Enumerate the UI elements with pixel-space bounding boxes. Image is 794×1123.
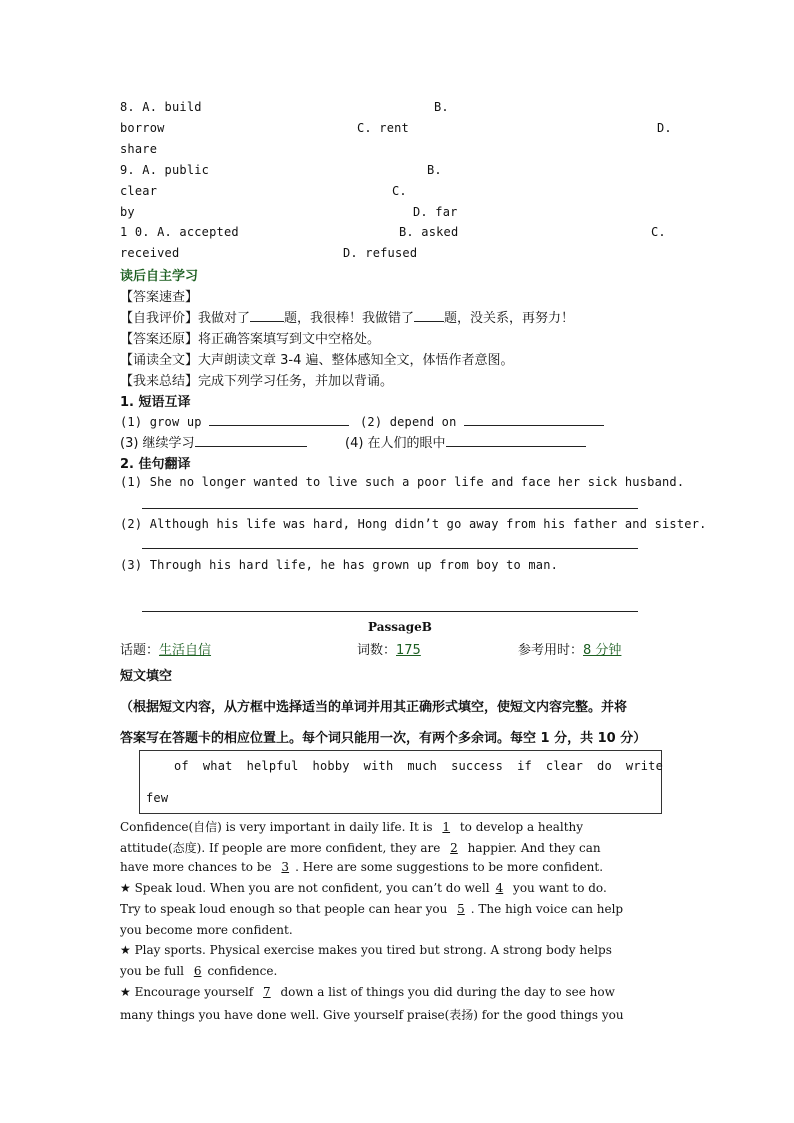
q9-option-a: 9. A. public: [120, 163, 210, 177]
sentence-1: (1) She no longer wanted to live such a poor life and face her sick husband.: [120, 475, 685, 489]
q9-option-b-word: clear: [120, 184, 158, 198]
word-bank-word: do: [597, 759, 612, 773]
passage-line-1: [120, 818, 583, 835]
section-title: 短文填空: [120, 669, 173, 684]
study-recite: 【诵读全文】大声朗读文章 3-4 遍、整体感知全文，体悟作者意图。: [120, 353, 514, 368]
q8-option-c: C. rent: [357, 121, 409, 135]
phrase-3-blank[interactable]: [195, 434, 307, 447]
phrases-heading: 1. 短语互译: [120, 395, 191, 410]
q10-option-b: B. asked: [399, 225, 459, 239]
time-label: 参考用时：: [518, 643, 584, 658]
study-answer-restore: 【答案还原】将正确答案填写到文中空格处。: [120, 332, 381, 347]
blank-2[interactable]: 2: [450, 841, 458, 855]
wrong-count-blank[interactable]: [414, 309, 444, 322]
passage-text: attitude(态度). If people are more confident, they are: [120, 841, 445, 855]
passage-line-6: you become more confident.: [120, 923, 293, 937]
phrase-1-text: (1) grow up: [120, 415, 202, 429]
topic-value: 生活自信: [159, 643, 212, 658]
passage-title: PassageB: [368, 620, 432, 634]
study-quick-check: 【答案速查】: [120, 290, 199, 305]
sentence-2-answer-line[interactable]: [142, 548, 638, 549]
instructions-line-2: 答案写在答题卡的相应位置上。每个词只能用一次，有两个多余词。每空 1 分，共 10 分）: [120, 731, 647, 746]
time-info: [518, 639, 621, 658]
blank-5[interactable]: 5: [457, 902, 465, 916]
passage-text: Confidence(自信) is very important in daily life. It is: [120, 820, 437, 834]
passage-text: have more chances to be: [120, 860, 276, 874]
word-bank-word: clear: [545, 759, 584, 773]
q8-option-a: 8. A. build: [120, 100, 202, 114]
phrase-3: [120, 432, 307, 451]
sentence-3: (3) Through his hard life, he has grown up from boy to man.: [120, 558, 559, 572]
study-summary: 【我来总结】完成下列学习任务，并加以背诵。: [120, 374, 394, 389]
phrase-4: [345, 432, 586, 451]
word-bank-list: [174, 759, 677, 773]
passage-line-2: [120, 839, 601, 856]
blank-4[interactable]: 4: [495, 881, 504, 895]
passage-text: down a list of things you did during the day to see how: [276, 985, 615, 999]
q10-option-d: D. refused: [343, 246, 418, 260]
word-bank-word: if: [517, 759, 532, 773]
phrase-4-text: (4) 在人们的眼中: [345, 436, 446, 451]
phrase-2: [360, 413, 604, 429]
passage-line-8: [120, 964, 277, 978]
passage-line-3: [120, 860, 603, 874]
blank-3[interactable]: 3: [281, 860, 290, 874]
word-bank-word: much: [407, 759, 438, 773]
passage-text: you want to do.: [509, 881, 607, 895]
phrase-4-blank[interactable]: [446, 434, 586, 447]
self-eval-text-1: 【自我评价】我做对了: [120, 311, 251, 326]
q8-option-b-word: borrow: [120, 121, 165, 135]
word-count-info: [357, 639, 421, 658]
passage-text: Try to speak loud enough so that people can hear you: [120, 902, 452, 916]
passage-line-5: [120, 902, 623, 916]
word-bank-word: hobby: [312, 759, 350, 773]
passage-line-9: [120, 985, 615, 999]
passage-text: to develop a healthy: [456, 820, 584, 834]
time-value: 8 分钟: [583, 643, 622, 658]
phrase-3-text: (3) 继续学习: [120, 436, 195, 451]
word-count-label: 词数：: [357, 643, 397, 658]
sentences-heading: 2. 佳句翻译: [120, 457, 191, 472]
passage-text: . The high voice can help: [470, 902, 624, 916]
phrase-1-blank[interactable]: [209, 413, 349, 426]
q8-option-d-word: share: [120, 142, 158, 156]
word-bank-box: [139, 750, 662, 814]
passage-text: ★ Encourage yourself: [120, 985, 258, 999]
study-heading: 读后自主学习: [120, 269, 199, 284]
q9-option-b-letter: B.: [427, 163, 442, 177]
q9-option-d: D. far: [413, 205, 458, 219]
q10-option-c-word: received: [120, 246, 180, 260]
blank-1[interactable]: 1: [442, 820, 451, 834]
q8-option-b-letter: B.: [434, 100, 449, 114]
word-bank-word: with: [363, 759, 394, 773]
instructions-line-1: （根据短文内容，从方框中选择适当的单词并用其正确形式填空，使短文内容完整。并将: [120, 700, 628, 715]
word-bank-word: what: [202, 759, 233, 773]
passage-text: happier. And they can: [463, 841, 601, 855]
self-eval-text-3: 题，没关系，再努力！: [444, 311, 575, 326]
q9-option-c-word: by: [120, 205, 135, 219]
sentence-2: (2) Although his life was hard, Hong didn’t go away from his father and sister.: [120, 517, 707, 531]
blank-6[interactable]: 6: [193, 964, 202, 978]
passage-text: . Here are some suggestions to be more confident.: [295, 860, 604, 874]
phrase-2-text: (2) depend on: [360, 415, 457, 429]
topic-info: [120, 639, 211, 658]
word-bank-word: write: [625, 759, 664, 773]
q9-option-c-letter: C.: [392, 184, 407, 198]
word-bank-word: few: [146, 791, 169, 805]
word-bank-word: success: [451, 759, 504, 773]
word-count-value: 175: [396, 643, 421, 658]
sentence-3-answer-line[interactable]: [142, 611, 638, 612]
passage-text: ★ Speak loud. When you are not confident, you can’t do well: [120, 881, 490, 895]
passage-text: confidence.: [207, 964, 278, 978]
word-bank-word: of: [174, 759, 189, 773]
sentence-1-answer-line[interactable]: [142, 508, 638, 509]
phrase-2-blank[interactable]: [464, 413, 604, 426]
self-eval-text-2: 题，我很棒！我做错了: [284, 311, 415, 326]
correct-count-blank[interactable]: [250, 309, 284, 322]
passage-text: you be full: [120, 964, 188, 978]
topic-label: 话题：: [120, 643, 160, 658]
passage-line-7: ★ Play sports. Physical exercise makes you tired but strong. A strong body helps: [120, 943, 612, 957]
passage-line-10: many things you have done well. Give yourself praise(表扬) for the good things you: [120, 1008, 624, 1022]
blank-7[interactable]: 7: [263, 985, 271, 999]
q10-option-a: 1 0. A. accepted: [120, 225, 239, 239]
passage-line-4: [120, 881, 607, 895]
word-bank-word: helpful: [246, 759, 299, 773]
study-self-evaluation: [120, 307, 574, 326]
phrase-1: [120, 413, 349, 429]
q8-option-d-letter: D.: [657, 121, 672, 135]
q10-option-c-letter: C.: [651, 225, 666, 239]
